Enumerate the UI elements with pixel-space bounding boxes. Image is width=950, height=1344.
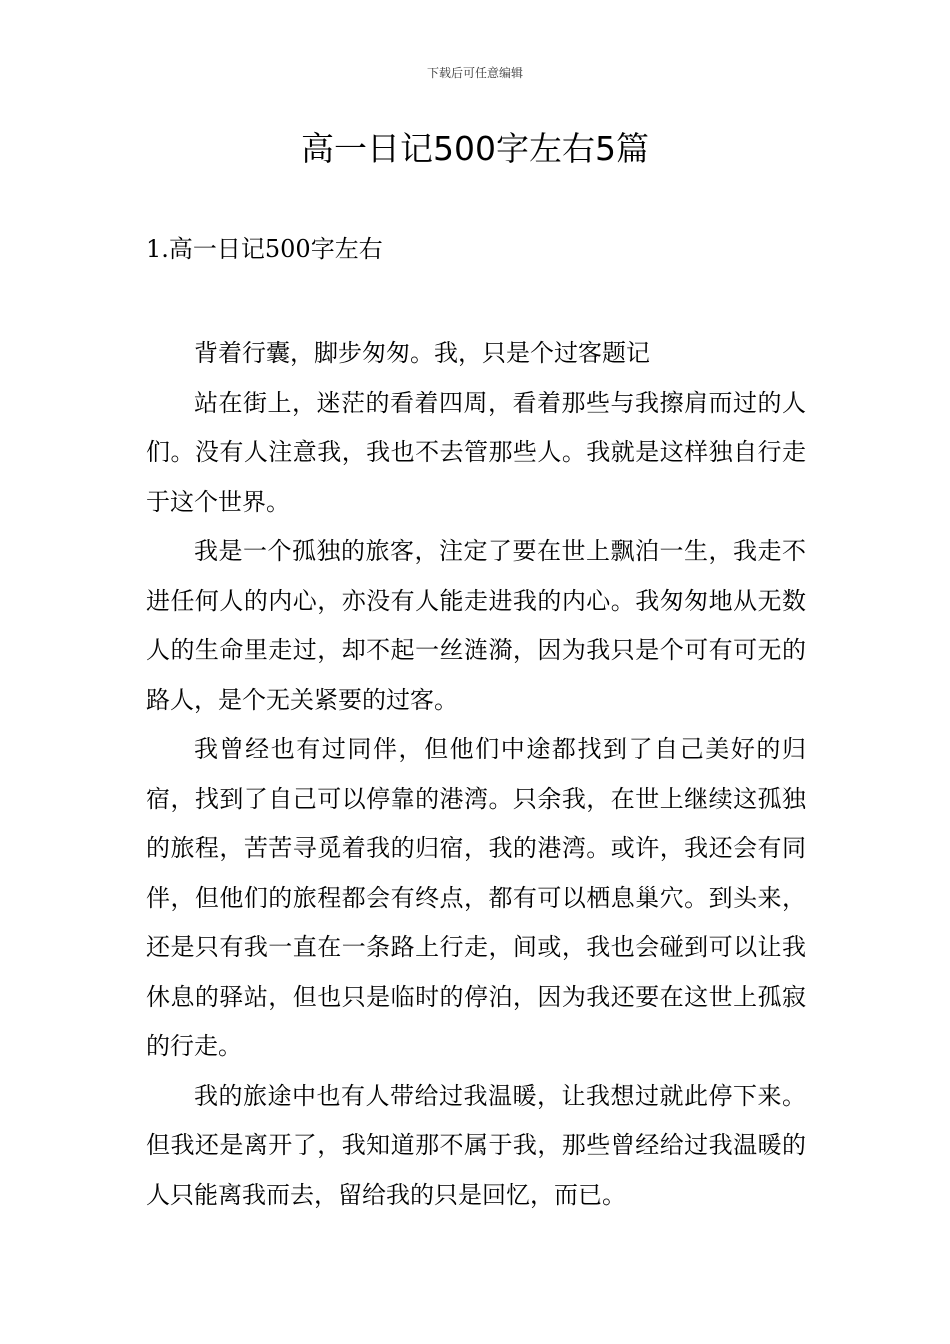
document-title: 高一日记500字左右5篇 bbox=[301, 129, 649, 168]
paragraph: 站在街上，迷茫的看着四周，看着那些与我擦肩而过的人们。没有人注意我，我也不去管那些人。我就是这样独自行走于这个世界。 bbox=[146, 388, 806, 516]
body-text bbox=[146, 329, 806, 1220]
paragraph: 背着行囊，脚步匆匆。我，只是个过客题记 bbox=[194, 339, 650, 367]
paragraph: 我曾经也有过同伴，但他们中途都找到了自己美好的归宿，找到了自己可以停靠的港湾。只余我，在世上继续这孤独的旅程，苦苦寻觅着我的归宿，我的港湾。或许，我还会有同伴，但他们的旅程都会有终点，都有可以栖息巢穴。到头来，还是只有我一直在一条路上行走，间或，我也会碰到可以让我休息的驿站，但也只是临时的停泊，因为我还要在这世上孤寂的行走。 bbox=[146, 735, 806, 1060]
header-note: 下载后可任意编辑 bbox=[426, 66, 523, 80]
paragraph: 我的旅途中也有人带给过我温暖，让我想过就此停下来。但我还是离开了，我知道那不属于我，那些曾经给过我温暖的人只能离我而去，留给我的只是回忆，而已。 bbox=[146, 1081, 806, 1209]
section-heading: 1.高一日记500字左右 bbox=[146, 235, 383, 263]
paragraph: 我是一个孤独的旅客，注定了要在世上飘泊一生，我走不进任何人的内心，亦没有人能走进我的内心。我匆匆地从无数人的生命里走过，却不起一丝涟漪，因为我只是个可有可无的路人，是个无关紧要的过客。 bbox=[146, 537, 806, 714]
